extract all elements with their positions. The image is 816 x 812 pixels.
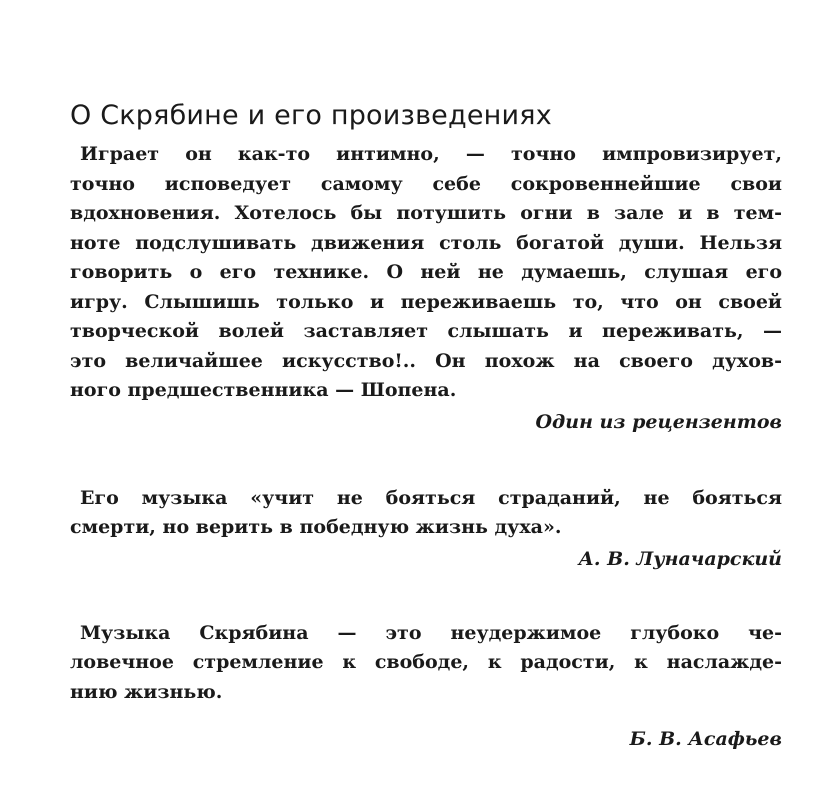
quote-line: точно исповедует самому себе сокровеннейшие свои [70,172,782,195]
quote-block-1 [70,140,782,436]
quote-line: смерти, но верить в победную жизнь духа». [70,516,562,538]
quote-line: говорить о его технике. О ней не думаешь, слушая его [70,261,782,283]
quote-author-3: Б. В. Асафьев [629,728,782,750]
quote-line: Музыка Скрябина — это неудержимое глубоко че- [80,621,782,644]
quote-line: ловечное стремление к свободе, к радости, к наслажде- [70,651,782,673]
quote-block-3 [70,619,782,754]
quote-text-1 [70,140,782,406]
quote-text-2 [70,484,782,543]
quote-line: вдохновения. Хотелось бы потушить огни в зале и в тем- [70,202,782,224]
quote-author-1: Один из рецензентов [535,410,782,433]
quote-line: ного предшественника — Шопена. [70,379,457,401]
quote-block-2 [70,484,782,573]
quote-author-2: А. В. Луначарский [578,547,782,570]
page-title: О Скрябине и его произведениях [70,100,552,131]
quote-line: Его музыка «учит не бояться страданий, не бояться [80,486,782,509]
quote-text-3 [70,619,782,708]
quote-line: Играет он как-то интимно, — точно импровизирует, [80,143,782,165]
quote-line: игру. Слышишь только и переживаешь то, что он своей [70,290,782,313]
quote-line: творческой волей заставляет слышать и переживать, — [70,320,782,342]
quote-line: это величайшее искусство!.. Он похож на своего духов- [70,349,782,372]
document-page [70,100,782,753]
quote-line: ноте подслушивать движения столь богатой души. Нельзя [70,231,782,254]
quote-line: нию жизнью. [70,680,223,703]
